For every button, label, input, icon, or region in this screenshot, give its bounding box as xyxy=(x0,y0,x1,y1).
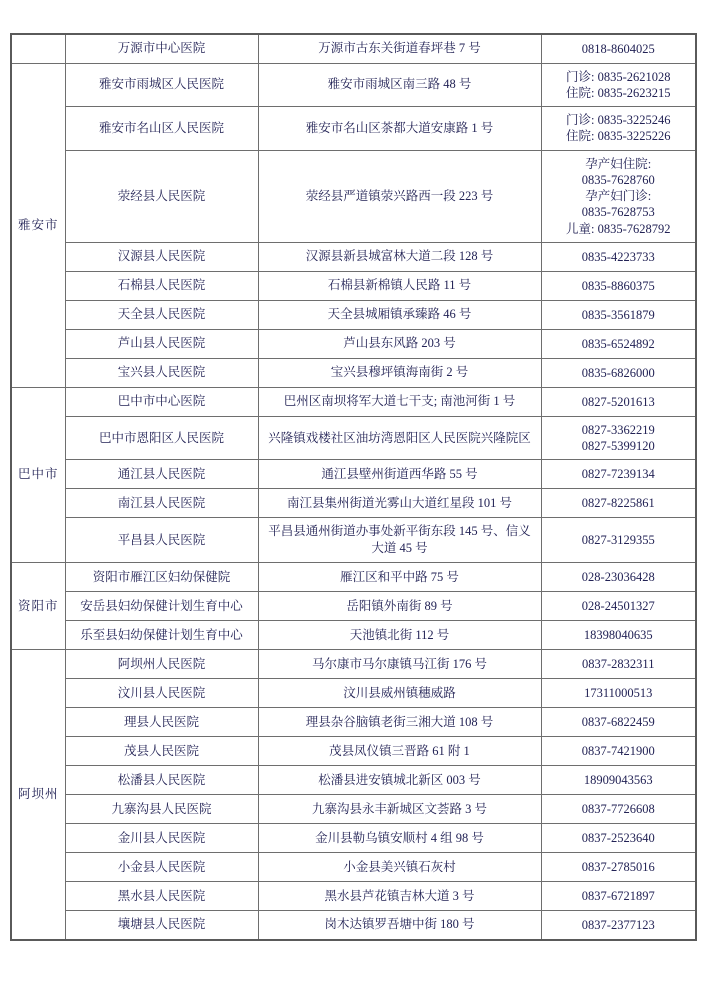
region-cell: 阿坝州 xyxy=(11,650,65,940)
hospital-name-cell: 汶川县人民医院 xyxy=(65,679,258,708)
table-row xyxy=(11,329,696,358)
hospital-name-cell: 资阳市雁江区妇幼保健院 xyxy=(65,563,258,592)
phone-line: 18398040635 xyxy=(583,627,653,642)
address-cell: 金川县勒乌镇安顺村 4 组 98 号 xyxy=(258,824,541,853)
hospital-name-cell: 理县人民医院 xyxy=(65,708,258,737)
phone-cell xyxy=(541,242,696,271)
table-row xyxy=(11,621,696,650)
hospital-name-cell: 茂县人民医院 xyxy=(65,737,258,766)
phone-cell xyxy=(541,107,696,151)
region-cell: 资阳市 xyxy=(11,563,65,650)
hospital-name-cell: 巴中市中心医院 xyxy=(65,387,258,416)
table-row xyxy=(11,795,696,824)
table-row xyxy=(11,708,696,737)
address-cell: 通江县壁州街道西华路 55 号 xyxy=(258,460,541,489)
hospital-name-cell: 万源市中心医院 xyxy=(65,34,258,63)
hospital-name-cell: 宝兴县人民医院 xyxy=(65,358,258,387)
phone-line: 028-23036428 xyxy=(581,569,655,584)
table-row xyxy=(11,460,696,489)
phone-line: 0837-2832311 xyxy=(582,656,655,671)
phone-line: 0835-3561879 xyxy=(581,307,655,322)
table-row xyxy=(11,679,696,708)
hospital-name-cell: 南江县人民医院 xyxy=(65,489,258,518)
phone-cell xyxy=(541,737,696,766)
table-row xyxy=(11,911,696,940)
hospital-name-cell: 九寨沟县人民医院 xyxy=(65,795,258,824)
address-cell: 雁江区和平中路 75 号 xyxy=(258,563,541,592)
table-row xyxy=(11,300,696,329)
table-row xyxy=(11,107,696,151)
address-cell: 理县杂谷脑镇老街三湘大道 108 号 xyxy=(258,708,541,737)
address-cell: 汉源县新县城富林大道二段 128 号 xyxy=(258,242,541,271)
phone-line: 0837-2377123 xyxy=(581,917,655,932)
phone-line: 0827-5201613 xyxy=(581,394,655,409)
phone-line: 0827-3129355 xyxy=(581,533,655,547)
table-row xyxy=(11,563,696,592)
address-cell: 芦山县东风路 203 号 xyxy=(258,329,541,358)
table-row xyxy=(11,489,696,518)
phone-line: 0827-5399120 xyxy=(581,439,655,453)
phone-line: 门诊: 0835-3225246 xyxy=(565,113,671,127)
hospital-name-cell: 天全县人民医院 xyxy=(65,300,258,329)
address-cell: 马尔康市马尔康镇马江街 176 号 xyxy=(258,650,541,679)
address-cell: 小金县美兴镇石灰村 xyxy=(258,853,541,882)
phone-line: 0837-6822459 xyxy=(581,714,655,729)
address-cell: 松潘县进安镇城北新区 003 号 xyxy=(258,766,541,795)
address-cell: 平昌县通州街道办事处新平街东段 145 号、信义大道 45 号 xyxy=(258,518,541,563)
phone-cell xyxy=(541,795,696,824)
hospital-name-cell: 通江县人民医院 xyxy=(65,460,258,489)
address-cell: 黑水县芦花镇吉林大道 3 号 xyxy=(258,882,541,911)
phone-line: 0835-8860375 xyxy=(581,278,655,293)
phone-cell xyxy=(541,592,696,621)
table-row xyxy=(11,271,696,300)
phone-line: 住院: 0835-2623215 xyxy=(565,85,671,100)
phone-cell xyxy=(541,766,696,795)
phone-cell xyxy=(541,416,696,460)
address-cell: 岳阳镇外南街 89 号 xyxy=(258,592,541,621)
address-cell: 兴隆镇戏楼社区油坊湾恩阳区人民医院兴隆院区 xyxy=(258,416,541,460)
hospital-name-cell: 小金县人民医院 xyxy=(65,853,258,882)
table-row xyxy=(11,650,696,679)
phone-cell xyxy=(541,911,696,940)
table-row xyxy=(11,63,696,107)
hospital-name-cell: 雅安市名山区人民医院 xyxy=(65,107,258,151)
table-row xyxy=(11,34,696,63)
phone-cell xyxy=(541,150,696,242)
address-cell: 万源市古东关街道春坪巷 7 号 xyxy=(258,34,541,63)
phone-line: 0827-3362219 xyxy=(581,422,655,437)
phone-cell xyxy=(541,824,696,853)
phone-line: 0835-6826000 xyxy=(581,365,655,380)
phone-line: 0835-6524892 xyxy=(581,336,655,351)
hospital-name-cell: 安岳县妇幼保健计划生育中心 xyxy=(65,592,258,621)
phone-cell xyxy=(541,489,696,518)
address-cell: 雅安市名山区茶都大道安康路 1 号 xyxy=(258,107,541,151)
phone-cell xyxy=(541,853,696,882)
phone-cell xyxy=(541,63,696,107)
phone-line: 住院: 0835-3225226 xyxy=(565,129,671,144)
address-cell: 九寨沟县永丰新城区文荟路 3 号 xyxy=(258,795,541,824)
region-cell xyxy=(11,34,65,63)
phone-cell xyxy=(541,882,696,911)
address-cell: 巴州区南坝将军大道七干支; 南池河街 1 号 xyxy=(258,387,541,416)
address-cell: 石棉县新棉镇人民路 11 号 xyxy=(258,271,541,300)
phone-cell xyxy=(541,358,696,387)
hospital-name-cell: 石棉县人民医院 xyxy=(65,271,258,300)
phone-line: 0835-7628753 xyxy=(581,205,655,220)
address-cell: 雅安市雨城区南三路 48 号 xyxy=(258,63,541,107)
table-row xyxy=(11,242,696,271)
address-cell: 天池镇北街 112 号 xyxy=(258,621,541,650)
table-row xyxy=(11,518,696,563)
table-row xyxy=(11,882,696,911)
hospital-name-cell: 壤塘县人民医院 xyxy=(65,911,258,940)
phone-line: 门诊: 0835-2621028 xyxy=(565,69,671,84)
address-cell: 汶川县威州镇穗威路 xyxy=(258,679,541,708)
phone-cell xyxy=(541,329,696,358)
hospital-name-cell: 乐至县妇幼保健计划生育中心 xyxy=(65,621,258,650)
phone-line: 0835-7628760 xyxy=(581,172,655,187)
phone-line: 0837-2523640 xyxy=(581,830,655,845)
region-cell: 雅安市 xyxy=(11,63,65,387)
address-cell: 荥经县严道镇荥兴路西一段 223 号 xyxy=(258,150,541,242)
phone-cell xyxy=(541,650,696,679)
hospital-contact-table xyxy=(10,33,697,941)
phone-line: 17311000513 xyxy=(584,685,653,700)
phone-line: 0827-8225861 xyxy=(581,496,655,511)
phone-line: 0837-7726608 xyxy=(581,801,655,816)
hospital-name-cell: 芦山县人民医院 xyxy=(65,329,258,358)
phone-cell xyxy=(541,387,696,416)
table-row xyxy=(11,853,696,882)
table-row xyxy=(11,150,696,242)
phone-line: 18909043563 xyxy=(583,772,653,787)
phone-cell xyxy=(541,271,696,300)
region-cell: 巴中市 xyxy=(11,387,65,562)
phone-line: 0837-6721897 xyxy=(581,888,655,903)
phone-cell xyxy=(541,460,696,489)
hospital-table-body xyxy=(11,34,696,940)
address-cell: 岗木达镇罗吾塘中街 180 号 xyxy=(258,911,541,940)
table-row xyxy=(11,592,696,621)
hospital-name-cell: 金川县人民医院 xyxy=(65,824,258,853)
table-row xyxy=(11,824,696,853)
address-cell: 天全县城厢镇承臻路 46 号 xyxy=(258,300,541,329)
phone-line: 0818-8604025 xyxy=(581,41,655,56)
phone-line: 儿童: 0835-7628792 xyxy=(565,221,671,236)
hospital-name-cell: 黑水县人民医院 xyxy=(65,882,258,911)
phone-cell xyxy=(541,679,696,708)
hospital-name-cell: 汉源县人民医院 xyxy=(65,242,258,271)
phone-cell xyxy=(541,708,696,737)
address-cell: 茂县凤仪镇三晋路 61 附 1 xyxy=(258,737,541,766)
phone-line: 0837-2785016 xyxy=(581,859,655,874)
table-row xyxy=(11,387,696,416)
hospital-name-cell: 巴中市恩阳区人民医院 xyxy=(65,416,258,460)
table-row xyxy=(11,416,696,460)
hospital-name-cell: 平昌县人民医院 xyxy=(65,518,258,563)
hospital-name-cell: 松潘县人民医院 xyxy=(65,766,258,795)
table-row xyxy=(11,766,696,795)
table-row xyxy=(11,737,696,766)
phone-line: 孕产妇门诊: xyxy=(585,189,652,203)
table-row xyxy=(11,358,696,387)
hospital-name-cell: 雅安市雨城区人民医院 xyxy=(65,63,258,107)
phone-cell xyxy=(541,621,696,650)
phone-cell xyxy=(541,518,696,563)
phone-line: 0837-7421900 xyxy=(581,743,655,758)
hospital-name-cell: 阿坝州人民医院 xyxy=(65,650,258,679)
address-cell: 南江县集州街道光雾山大道红星段 101 号 xyxy=(258,489,541,518)
address-cell: 宝兴县穆坪镇海南街 2 号 xyxy=(258,358,541,387)
phone-line: 0835-4223733 xyxy=(581,249,655,264)
phone-line: 孕产妇住院: xyxy=(585,156,652,171)
phone-cell xyxy=(541,300,696,329)
phone-cell xyxy=(541,34,696,63)
phone-line: 0827-7239134 xyxy=(581,467,655,482)
phone-cell xyxy=(541,563,696,592)
hospital-name-cell: 荥经县人民医院 xyxy=(65,150,258,242)
phone-line: 028-24501327 xyxy=(581,598,655,613)
